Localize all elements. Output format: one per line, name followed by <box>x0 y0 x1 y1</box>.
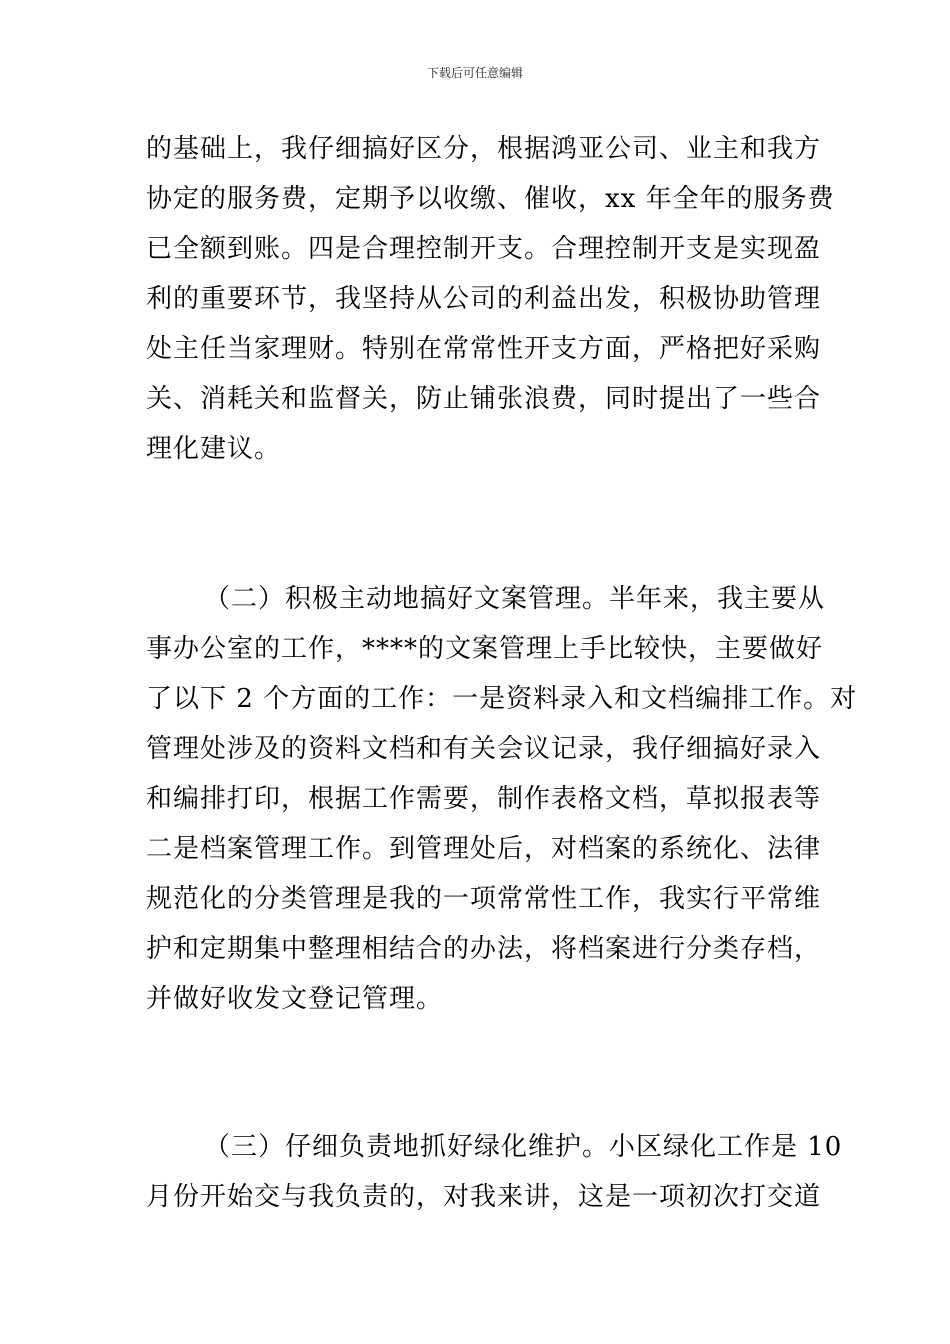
paragraph-line: 和编排打印，根据工作需要，制作表格文档，草拟报表等 <box>146 784 822 814</box>
paragraph-2 <box>146 574 857 1024</box>
paragraph-line: （三）仔细负责地抓好绿化维护。小区绿化工作是 10 <box>204 1132 843 1162</box>
paragraph-line: 关、消耗关和监督关，防止铺张浪费，同时提出了一些合 <box>146 384 822 414</box>
paragraph-line: 已全额到账。四是合理控制开支。合理控制开支是实现盈 <box>146 234 822 264</box>
paragraph-line: （二）积极主动地搞好文案管理。半年来，我主要从 <box>204 584 826 614</box>
paragraph-line: 二是档案管理工作。到管理处后，对档案的系统化、法律 <box>146 834 822 864</box>
paragraph-line: 理化建议。 <box>146 434 282 464</box>
paragraph-1 <box>146 124 835 474</box>
paragraph-3 <box>146 1122 842 1222</box>
paragraph-line: 的基础上，我仔细搞好区分，根据鸿亚公司、业主和我方 <box>146 134 822 164</box>
paragraph-line: 了以下 2 个方面的工作：一是资料录入和文档编排工作。对 <box>146 684 858 714</box>
paragraph-line: 并做好收发文登记管理。 <box>146 984 444 1014</box>
paragraph-line: 处主任当家理财。特别在常常性开支方面，严格把好采购 <box>146 334 822 364</box>
paragraph-line: 事办公室的工作，****的文案管理上手比较快，主要做好 <box>146 634 824 664</box>
paragraph-line: 规范化的分类管理是我的一项常常性工作，我实行平常维 <box>146 884 822 914</box>
paragraph-line: 月份开始交与我负责的，对我来讲，这是一项初次打交道 <box>146 1182 822 1212</box>
paragraph-line: 管理处涉及的资料文档和有关会议记录，我仔细搞好录入 <box>146 734 822 764</box>
paragraph-line: 协定的服务费，定期予以收缴、催收，xx 年全年的服务费 <box>146 184 835 214</box>
paragraph-line: 利的重要环节，我坚持从公司的利益出发，积极协助管理 <box>146 284 822 314</box>
paragraph-line: 护和定期集中整理相结合的办法，将档案进行分类存档， <box>146 934 822 964</box>
page-header: 下载后可任意编辑 <box>426 66 523 80</box>
